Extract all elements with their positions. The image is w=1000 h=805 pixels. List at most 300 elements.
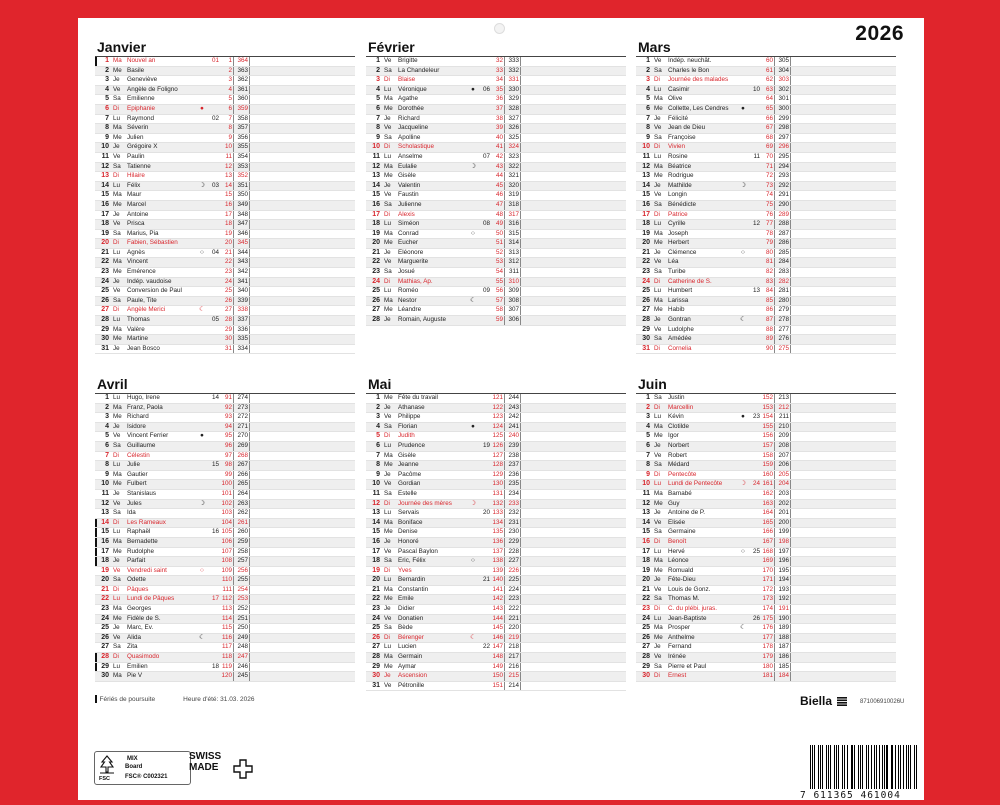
notes-area[interactable] bbox=[251, 105, 355, 114]
day-row bbox=[95, 394, 355, 404]
day-number: 27 bbox=[638, 306, 650, 315]
notes-area[interactable] bbox=[792, 115, 896, 124]
notes-area[interactable] bbox=[251, 326, 355, 335]
notes-area[interactable] bbox=[522, 471, 626, 480]
weekday: Di bbox=[384, 76, 398, 85]
notes-area[interactable] bbox=[251, 548, 355, 557]
saint-name: Bernadette bbox=[127, 538, 201, 547]
notes-area[interactable] bbox=[251, 220, 355, 229]
weekday: Ma bbox=[654, 95, 668, 104]
day-of-year: 160 bbox=[760, 471, 775, 480]
day-number: 29 bbox=[97, 663, 109, 672]
days-remaining: 259 bbox=[235, 538, 250, 547]
notes-area[interactable] bbox=[792, 345, 896, 354]
day-number: 22 bbox=[638, 595, 650, 604]
day-row bbox=[95, 115, 355, 125]
weekday: Lu bbox=[384, 509, 398, 518]
notes-area[interactable] bbox=[792, 297, 896, 306]
notes-area[interactable] bbox=[792, 423, 896, 432]
day-of-year: 157 bbox=[760, 442, 775, 451]
notes-area[interactable] bbox=[251, 432, 355, 441]
notes-area[interactable] bbox=[792, 404, 896, 413]
notes-area[interactable] bbox=[522, 95, 626, 104]
day-row bbox=[636, 201, 896, 211]
saint-name: Apolline bbox=[398, 134, 472, 143]
saint-name: Denise bbox=[398, 528, 472, 537]
barcode-bar bbox=[818, 745, 819, 789]
notes-area[interactable] bbox=[522, 595, 626, 604]
notes-area[interactable] bbox=[251, 306, 355, 315]
notes-area[interactable] bbox=[522, 538, 626, 547]
saint-name: Zita bbox=[127, 643, 201, 652]
notes-area[interactable] bbox=[251, 500, 355, 509]
barcode-number: 7 611365 461004 bbox=[800, 790, 920, 801]
notes-area[interactable] bbox=[792, 615, 896, 624]
weekday: Lu bbox=[113, 461, 127, 470]
notes-area[interactable] bbox=[792, 567, 896, 576]
day-row bbox=[95, 653, 355, 663]
notes-area[interactable] bbox=[522, 423, 626, 432]
days-remaining: 327 bbox=[506, 115, 521, 124]
notes-area[interactable] bbox=[522, 672, 626, 681]
saint-name: Julienne bbox=[398, 201, 472, 210]
day-row bbox=[95, 153, 355, 163]
notes-area[interactable] bbox=[251, 595, 355, 604]
notes-area[interactable] bbox=[522, 432, 626, 441]
notes-area[interactable] bbox=[792, 480, 896, 489]
notes-area[interactable] bbox=[792, 326, 896, 335]
weekday: Sa bbox=[384, 490, 398, 499]
notes-area[interactable] bbox=[522, 528, 626, 537]
notes-area[interactable] bbox=[792, 306, 896, 315]
day-number: 15 bbox=[97, 528, 109, 537]
day-number: 13 bbox=[97, 509, 109, 518]
notes-area[interactable] bbox=[522, 239, 626, 248]
weekday: Sa bbox=[113, 163, 127, 172]
notes-area[interactable] bbox=[522, 663, 626, 672]
weekday: Je bbox=[654, 316, 668, 325]
notes-area[interactable] bbox=[792, 163, 896, 172]
notes-area[interactable] bbox=[251, 95, 355, 104]
notes-area[interactable] bbox=[792, 105, 896, 114]
notes-area[interactable] bbox=[251, 624, 355, 633]
day-row bbox=[366, 172, 626, 182]
notes-area[interactable] bbox=[251, 345, 355, 354]
notes-area[interactable] bbox=[522, 258, 626, 267]
notes-area[interactable] bbox=[251, 394, 355, 403]
notes-area[interactable] bbox=[792, 413, 896, 422]
notes-area[interactable] bbox=[251, 634, 355, 643]
notes-area[interactable] bbox=[522, 249, 626, 258]
notes-area[interactable] bbox=[792, 278, 896, 287]
weekday: Ve bbox=[113, 287, 127, 296]
saint-name: Ida bbox=[127, 509, 201, 518]
notes-area[interactable] bbox=[522, 316, 626, 325]
day-of-year: 121 bbox=[490, 394, 505, 403]
notes-area[interactable] bbox=[251, 663, 355, 672]
notes-area[interactable] bbox=[251, 268, 355, 277]
days-remaining: 263 bbox=[235, 500, 250, 509]
notes-area[interactable] bbox=[792, 605, 896, 614]
weekday: Je bbox=[113, 624, 127, 633]
notes-area[interactable] bbox=[792, 432, 896, 441]
notes-area[interactable] bbox=[251, 239, 355, 248]
saint-name: Jean Bosco bbox=[127, 345, 201, 354]
notes-area[interactable] bbox=[792, 239, 896, 248]
notes-area[interactable] bbox=[251, 471, 355, 480]
barcode-bar bbox=[910, 745, 911, 789]
notes-area[interactable] bbox=[251, 297, 355, 306]
notes-area[interactable] bbox=[792, 452, 896, 461]
notes-area[interactable] bbox=[792, 586, 896, 595]
notes-area[interactable] bbox=[792, 268, 896, 277]
day-number: 31 bbox=[638, 345, 650, 354]
saint-name: Alida bbox=[127, 634, 201, 643]
notes-area[interactable] bbox=[251, 249, 355, 258]
notes-area[interactable] bbox=[251, 653, 355, 662]
notes-area[interactable] bbox=[251, 191, 355, 200]
days-remaining: 289 bbox=[776, 211, 791, 220]
day-of-year: 68 bbox=[760, 134, 775, 143]
day-of-year: 164 bbox=[760, 509, 775, 518]
day-of-year: 151 bbox=[490, 682, 505, 691]
day-of-year: 87 bbox=[760, 316, 775, 325]
notes-area[interactable] bbox=[522, 548, 626, 557]
notes-area[interactable] bbox=[522, 413, 626, 422]
notes-area[interactable] bbox=[251, 278, 355, 287]
notes-area[interactable] bbox=[522, 297, 626, 306]
day-number: 21 bbox=[97, 586, 109, 595]
day-row bbox=[366, 404, 626, 414]
notes-area[interactable] bbox=[792, 672, 896, 681]
day-row bbox=[636, 413, 896, 423]
moon-phase-icon: ● bbox=[469, 86, 477, 95]
saint-name: Blaise bbox=[398, 76, 472, 85]
day-row bbox=[95, 432, 355, 442]
notes-area[interactable] bbox=[522, 404, 626, 413]
day-row bbox=[366, 538, 626, 548]
notes-area[interactable] bbox=[522, 191, 626, 200]
saint-name: Antoine de P. bbox=[668, 509, 742, 518]
notes-area[interactable] bbox=[522, 509, 626, 518]
notes-area[interactable] bbox=[251, 442, 355, 451]
notes-area[interactable] bbox=[522, 57, 626, 66]
notes-area[interactable] bbox=[251, 461, 355, 470]
notes-area[interactable] bbox=[522, 268, 626, 277]
notes-area[interactable] bbox=[522, 605, 626, 614]
day-number: 4 bbox=[368, 423, 380, 432]
notes-area[interactable] bbox=[522, 153, 626, 162]
notes-area[interactable] bbox=[251, 528, 355, 537]
day-number: 15 bbox=[368, 528, 380, 537]
notes-area[interactable] bbox=[792, 211, 896, 220]
day-number: 12 bbox=[368, 500, 380, 509]
notes-area[interactable] bbox=[251, 672, 355, 681]
month-days-list bbox=[366, 393, 626, 691]
notes-area[interactable] bbox=[522, 557, 626, 566]
day-of-year: 72 bbox=[760, 172, 775, 181]
notes-area[interactable] bbox=[251, 86, 355, 95]
day-row bbox=[95, 404, 355, 414]
day-of-year: 35 bbox=[490, 86, 505, 95]
notes-area[interactable] bbox=[792, 220, 896, 229]
notes-area[interactable] bbox=[792, 548, 896, 557]
notes-area[interactable] bbox=[251, 163, 355, 172]
saint-name: Félicité bbox=[668, 115, 742, 124]
notes-area[interactable] bbox=[522, 490, 626, 499]
notes-area[interactable] bbox=[792, 287, 896, 296]
notes-area[interactable] bbox=[251, 615, 355, 624]
notes-area[interactable] bbox=[792, 490, 896, 499]
notes-area[interactable] bbox=[251, 57, 355, 66]
notes-area[interactable] bbox=[792, 557, 896, 566]
notes-area[interactable] bbox=[251, 643, 355, 652]
day-row bbox=[95, 509, 355, 519]
notes-area[interactable] bbox=[792, 595, 896, 604]
notes-area[interactable] bbox=[251, 557, 355, 566]
day-row bbox=[366, 567, 626, 577]
days-remaining: 354 bbox=[235, 153, 250, 162]
day-row bbox=[636, 576, 896, 586]
notes-area[interactable] bbox=[792, 528, 896, 537]
notes-area[interactable] bbox=[251, 480, 355, 489]
notes-area[interactable] bbox=[251, 316, 355, 325]
saint-name: Les Rameaux bbox=[127, 519, 201, 528]
notes-area[interactable] bbox=[522, 615, 626, 624]
day-number: 10 bbox=[638, 143, 650, 152]
notes-area[interactable] bbox=[251, 134, 355, 143]
moon-phase-icon: ☽ bbox=[469, 163, 477, 172]
notes-area[interactable] bbox=[522, 182, 626, 191]
weekday: Sa bbox=[384, 67, 398, 76]
weekday: Je bbox=[654, 249, 668, 258]
notes-area[interactable] bbox=[251, 509, 355, 518]
day-row bbox=[95, 258, 355, 268]
notes-area[interactable] bbox=[792, 461, 896, 470]
day-of-year: 116 bbox=[219, 634, 234, 643]
notes-area[interactable] bbox=[792, 67, 896, 76]
notes-area[interactable] bbox=[522, 230, 626, 239]
notes-area[interactable] bbox=[522, 201, 626, 210]
notes-area[interactable] bbox=[792, 249, 896, 258]
notes-area[interactable] bbox=[522, 172, 626, 181]
day-of-year: 163 bbox=[760, 500, 775, 509]
notes-area[interactable] bbox=[792, 394, 896, 403]
day-of-year: 85 bbox=[760, 297, 775, 306]
notes-area[interactable] bbox=[792, 576, 896, 585]
notes-area[interactable] bbox=[792, 538, 896, 547]
weekday: Je bbox=[384, 605, 398, 614]
notes-area[interactable] bbox=[251, 287, 355, 296]
notes-area[interactable] bbox=[522, 643, 626, 652]
notes-area[interactable] bbox=[522, 634, 626, 643]
week-number: 02 bbox=[205, 115, 219, 124]
barcode-bar bbox=[874, 745, 875, 789]
notes-area[interactable] bbox=[522, 67, 626, 76]
day-number: 3 bbox=[368, 413, 380, 422]
notes-area[interactable] bbox=[522, 278, 626, 287]
notes-area[interactable] bbox=[792, 76, 896, 85]
day-row bbox=[95, 278, 355, 288]
notes-area[interactable] bbox=[522, 76, 626, 85]
day-row bbox=[95, 461, 355, 471]
notes-area[interactable] bbox=[522, 500, 626, 509]
barcode-bar bbox=[842, 745, 843, 789]
notes-area[interactable] bbox=[522, 567, 626, 576]
notes-area[interactable] bbox=[792, 191, 896, 200]
notes-area[interactable] bbox=[522, 306, 626, 315]
day-of-year: 144 bbox=[490, 615, 505, 624]
notes-area[interactable] bbox=[792, 258, 896, 267]
notes-area[interactable] bbox=[251, 586, 355, 595]
notes-area[interactable] bbox=[792, 316, 896, 325]
day-number: 18 bbox=[368, 220, 380, 229]
notes-area[interactable] bbox=[792, 509, 896, 518]
notes-area[interactable] bbox=[522, 624, 626, 633]
weekday: Me bbox=[384, 105, 398, 114]
days-remaining: 294 bbox=[776, 163, 791, 172]
notes-area[interactable] bbox=[251, 335, 355, 344]
days-remaining: 184 bbox=[776, 672, 791, 681]
notes-area[interactable] bbox=[792, 134, 896, 143]
day-number: 11 bbox=[97, 490, 109, 499]
notes-area[interactable] bbox=[792, 442, 896, 451]
notes-area[interactable] bbox=[251, 258, 355, 267]
notes-area[interactable] bbox=[522, 452, 626, 461]
notes-area[interactable] bbox=[522, 519, 626, 528]
notes-area[interactable] bbox=[522, 287, 626, 296]
notes-area[interactable] bbox=[792, 634, 896, 643]
notes-area[interactable] bbox=[251, 182, 355, 191]
notes-area[interactable] bbox=[251, 490, 355, 499]
month-days-list bbox=[636, 56, 896, 354]
notes-area[interactable] bbox=[792, 57, 896, 66]
notes-area[interactable] bbox=[522, 682, 626, 691]
saint-name: Emile bbox=[398, 595, 472, 604]
notes-area[interactable] bbox=[522, 461, 626, 470]
saint-name: Gordian bbox=[398, 480, 472, 489]
day-of-year: 22 bbox=[219, 258, 234, 267]
notes-area[interactable] bbox=[251, 67, 355, 76]
notes-area[interactable] bbox=[792, 143, 896, 152]
notes-area[interactable] bbox=[792, 153, 896, 162]
notes-area[interactable] bbox=[522, 105, 626, 114]
notes-area[interactable] bbox=[251, 605, 355, 614]
moon-phase-icon: ● bbox=[469, 423, 477, 432]
notes-area[interactable] bbox=[251, 115, 355, 124]
notes-area[interactable] bbox=[792, 172, 896, 181]
notes-area[interactable] bbox=[251, 423, 355, 432]
notes-area[interactable] bbox=[522, 480, 626, 489]
notes-area[interactable] bbox=[792, 643, 896, 652]
notes-area[interactable] bbox=[792, 230, 896, 239]
notes-area[interactable] bbox=[251, 413, 355, 422]
notes-area[interactable] bbox=[522, 576, 626, 585]
notes-area[interactable] bbox=[251, 211, 355, 220]
day-of-year: 150 bbox=[490, 672, 505, 681]
weekday: Ve bbox=[113, 86, 127, 95]
notes-area[interactable] bbox=[522, 211, 626, 220]
day-row bbox=[636, 634, 896, 644]
notes-area[interactable] bbox=[792, 500, 896, 509]
notes-area[interactable] bbox=[792, 653, 896, 662]
notes-area[interactable] bbox=[522, 115, 626, 124]
day-row bbox=[636, 326, 896, 336]
saint-name: Vivien bbox=[668, 143, 742, 152]
notes-area[interactable] bbox=[251, 452, 355, 461]
notes-area[interactable] bbox=[251, 143, 355, 152]
day-number: 29 bbox=[638, 663, 650, 672]
days-remaining: 210 bbox=[776, 423, 791, 432]
notes-area[interactable] bbox=[522, 394, 626, 403]
notes-area[interactable] bbox=[251, 230, 355, 239]
day-number: 7 bbox=[638, 115, 650, 124]
notes-area[interactable] bbox=[251, 576, 355, 585]
day-number: 30 bbox=[638, 335, 650, 344]
day-number: 1 bbox=[97, 57, 109, 66]
notes-area[interactable] bbox=[522, 163, 626, 172]
notes-area[interactable] bbox=[522, 124, 626, 133]
days-remaining: 283 bbox=[776, 268, 791, 277]
notes-area[interactable] bbox=[522, 86, 626, 95]
day-number: 13 bbox=[638, 172, 650, 181]
day-number: 18 bbox=[97, 557, 109, 566]
weekday: Lu bbox=[113, 394, 127, 403]
notes-area[interactable] bbox=[792, 95, 896, 104]
days-remaining: 235 bbox=[506, 480, 521, 489]
day-row bbox=[366, 115, 626, 125]
notes-area[interactable] bbox=[522, 134, 626, 143]
notes-area[interactable] bbox=[792, 624, 896, 633]
day-number: 17 bbox=[368, 211, 380, 220]
notes-area[interactable] bbox=[792, 182, 896, 191]
notes-area[interactable] bbox=[251, 124, 355, 133]
notes-area[interactable] bbox=[251, 567, 355, 576]
day-of-year: 86 bbox=[760, 306, 775, 315]
notes-area[interactable] bbox=[251, 538, 355, 547]
notes-area[interactable] bbox=[251, 153, 355, 162]
notes-area[interactable] bbox=[792, 519, 896, 528]
day-number: 26 bbox=[368, 297, 380, 306]
notes-area[interactable] bbox=[792, 335, 896, 344]
saint-name: Franz, Paola bbox=[127, 404, 201, 413]
notes-area[interactable] bbox=[251, 404, 355, 413]
notes-area[interactable] bbox=[522, 143, 626, 152]
days-remaining: 223 bbox=[506, 595, 521, 604]
days-remaining: 222 bbox=[506, 605, 521, 614]
notes-area[interactable] bbox=[792, 124, 896, 133]
day-row bbox=[366, 528, 626, 538]
notes-area[interactable] bbox=[792, 86, 896, 95]
notes-area[interactable] bbox=[792, 201, 896, 210]
notes-area[interactable] bbox=[522, 442, 626, 451]
saint-name: Athanase bbox=[398, 404, 472, 413]
notes-area[interactable] bbox=[522, 586, 626, 595]
day-of-year: 60 bbox=[760, 57, 775, 66]
notes-area[interactable] bbox=[251, 76, 355, 85]
days-remaining: 215 bbox=[506, 672, 521, 681]
notes-area[interactable] bbox=[251, 172, 355, 181]
notes-area[interactable] bbox=[792, 663, 896, 672]
day-of-year: 110 bbox=[219, 576, 234, 585]
day-of-year: 101 bbox=[219, 490, 234, 499]
notes-area[interactable] bbox=[792, 471, 896, 480]
notes-area[interactable] bbox=[251, 519, 355, 528]
notes-area[interactable] bbox=[522, 653, 626, 662]
days-remaining: 295 bbox=[776, 153, 791, 162]
notes-area[interactable] bbox=[251, 201, 355, 210]
notes-area[interactable] bbox=[522, 220, 626, 229]
